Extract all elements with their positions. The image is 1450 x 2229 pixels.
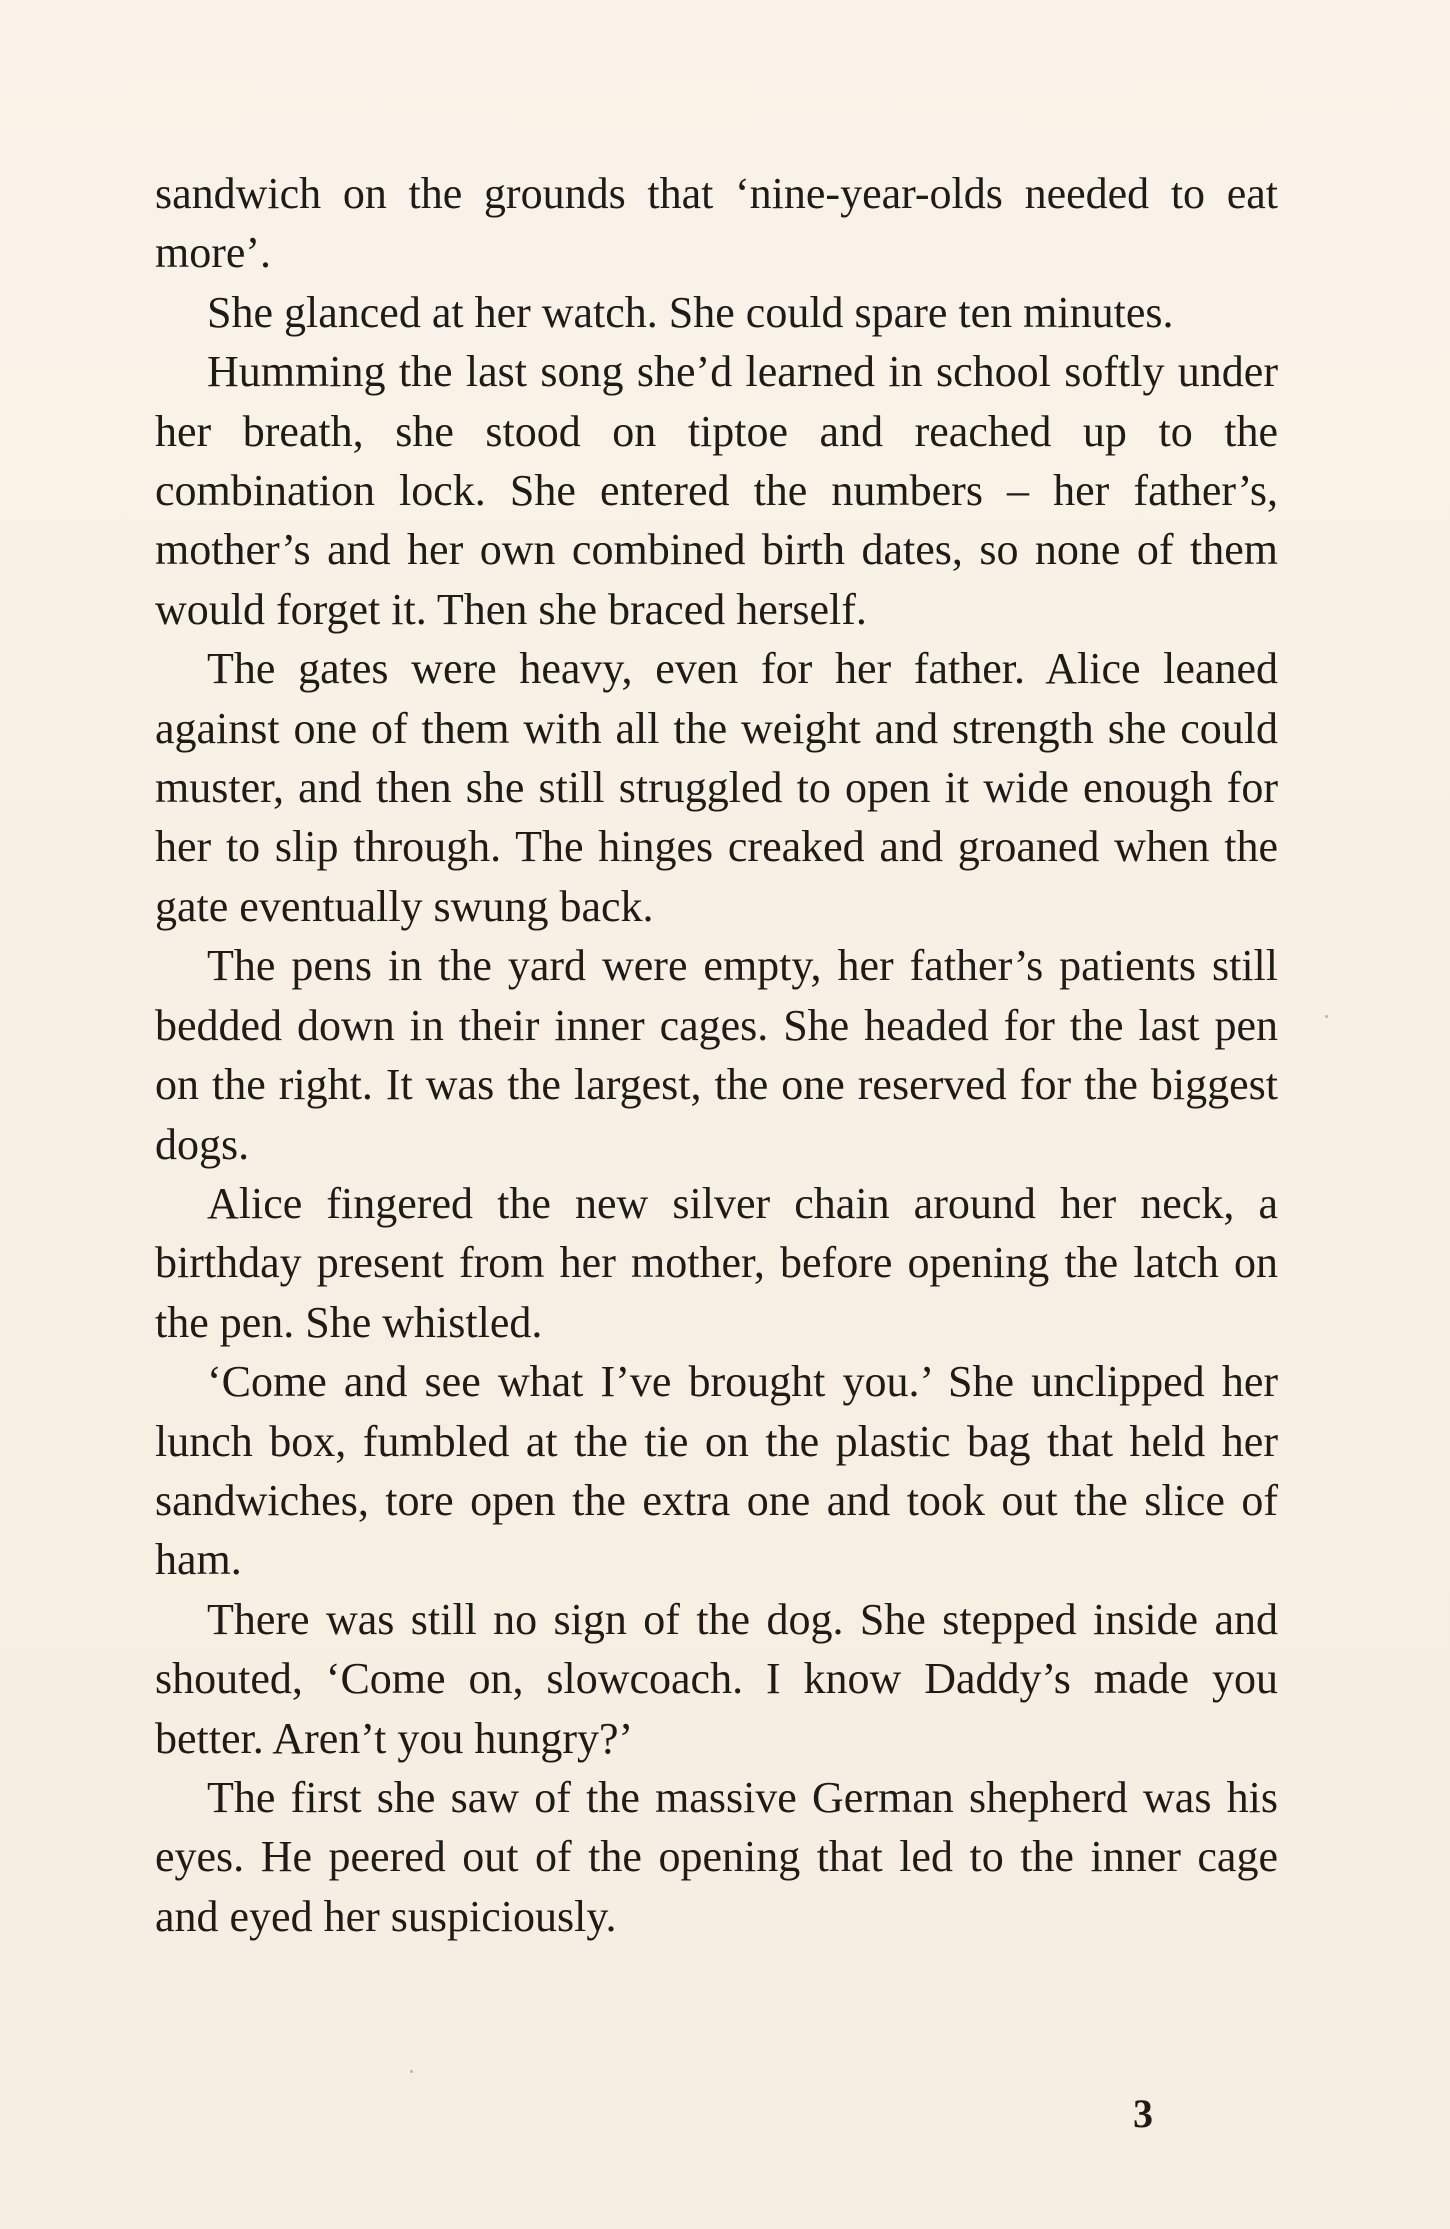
- paragraph-6: Alice fingered the new silver chain around her neck, a birthday present from her mother, before opening the latch on the pen. She whistled.: [155, 1178, 1278, 1347]
- paragraph-5: The pens in the yard were empty, her father’s patients still bedded down in their inner cages. She headed for the last pen on the right. It was the largest, the one reserved for the biggest dogs.: [155, 941, 1278, 1169]
- paragraph-7: ‘Come and see what I’ve brought you.’ She unclipped her lunch box, fumbled at the tie on the plastic bag that held her sandwiches, tore open the extra one and took out the slice of ham.: [155, 1357, 1278, 1585]
- page-number: 3: [1133, 2091, 1153, 2136]
- paper-speck: [1325, 1015, 1328, 1018]
- body-text: [155, 164, 1278, 1946]
- paragraph-8: There was still no sign of the dog. She stepped inside and shouted, ‘Come on, slowcoach. I know Daddy’s made you better. Aren’t you hungry?’: [155, 1594, 1278, 1763]
- paragraph-2: She glanced at her watch. She could spare ten minutes.: [207, 287, 1174, 337]
- paragraph-3: Humming the last song she’d learned in school softly under her breath, she stood on tiptoe and reached up to the combination lock. She entered the numbers – her father’s, mother’s and her own combined birth dates, so none of them would forget it. Then she braced herself.: [155, 347, 1278, 634]
- paragraph-9: The first she saw of the massive German shepherd was his eyes. He peered out of the opening that led to the inner cage and eyed her suspiciously.: [155, 1772, 1278, 1941]
- paper-speck: [410, 2070, 413, 2073]
- paragraph-1: sandwich on the grounds that ‘nine-year-olds needed to eat more’.: [155, 169, 1278, 278]
- paragraph-4: The gates were heavy, even for her father. Alice leaned against one of them with all the weight and strength she could muster, and then she still struggled to open it wide enough for her to slip through. The hinges creaked and groaned when the gate eventually swung back.: [155, 644, 1278, 931]
